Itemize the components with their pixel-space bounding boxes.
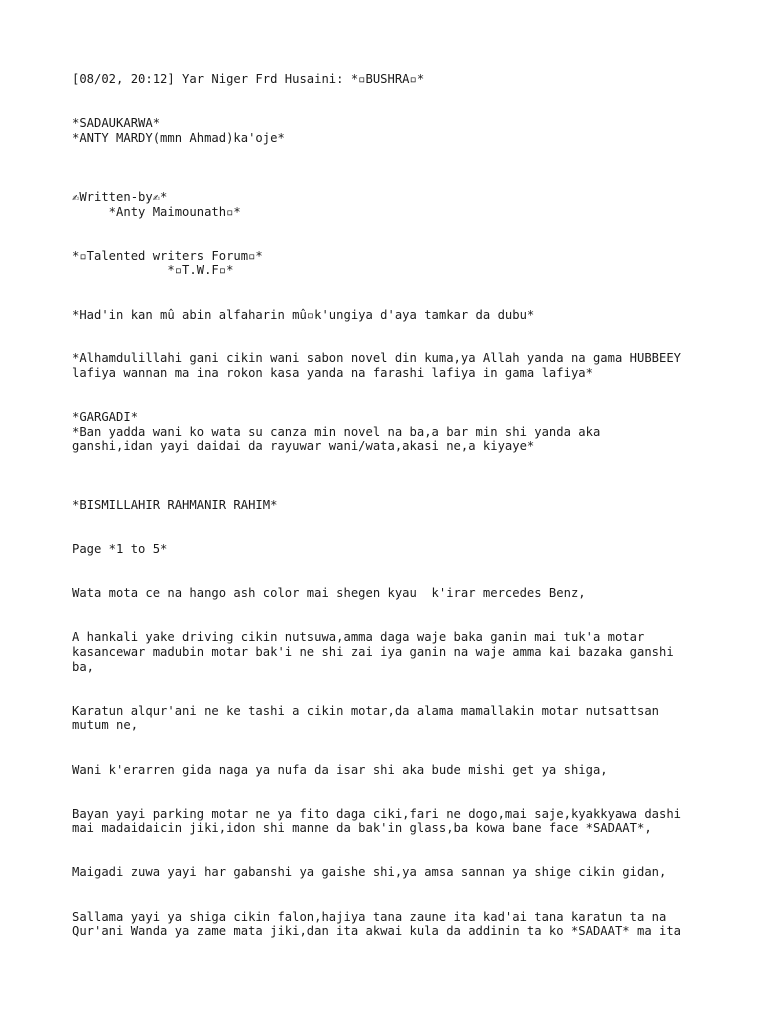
written-by-label: ✍Written-by✍* xyxy=(72,190,168,204)
bismillah-heading: *BISMILLAHIR RAHMANIR RAHIM* xyxy=(72,498,278,512)
forum-name: *▫Talented writers Forum▫* xyxy=(72,249,263,263)
story-paragraph-4: Wani k'erarren gida naga ya nufa da isar shi aka bude mishi get ya shiga, xyxy=(72,763,608,777)
intro-paragraph-line-2: lafiya wannan ma ina rokon kasa yanda na farashi lafiya in gama lafiya* xyxy=(72,366,593,380)
story-paragraph-5-line-1: Bayan yayi parking motar ne ya fito daga ciki,fari ne dogo,mai saje,kyakkyawa dashi xyxy=(72,807,682,821)
intro-paragraph-line-1: *Alhamdulillahi gani cikin wani sabon novel din kuma,ya Allah yanda na gama HUBBEEY xyxy=(72,351,682,365)
story-paragraph-7-line-2: Qur'ani Wanda ya zame mata jiki,dan ita akwai kula da addinin ta ko *SADAAT* ma ita xyxy=(72,924,682,938)
chat-header-line: [08/02, 20:12] Yar Niger Frd Husaini: *▫BUSHRA▫* xyxy=(72,72,425,86)
page-range: Page *1 to 5* xyxy=(72,542,168,556)
story-paragraph-5-line-2: mai madaidaicin jiki,idon shi manne da bak'in glass,ba kowa bane face *SADAAT*, xyxy=(72,821,652,835)
story-paragraph-3-line-1: Karatun alqur'ani ne ke tashi a cikin motar,da alama mamallakin motar nutsattsan xyxy=(72,704,659,718)
story-paragraph-2-line-3: ba, xyxy=(72,660,95,674)
dedication-heading: *SADAUKARWA* xyxy=(72,116,161,130)
dedication-name: *ANTY MARDY(mmn Ahmad)ka'oje* xyxy=(72,131,285,145)
story-paragraph-7-line-1: Sallama yayi ya shiga cikin falon,hajiya tana zaune ita kad'ai tana karatun ta na xyxy=(72,910,667,924)
story-paragraph-2-line-1: A hankali yake driving cikin nutsuwa,amma daga waje baka ganin mai tuk'a motar xyxy=(72,630,645,644)
forum-motto: *Had'in kan mû abin alfaharin mû▫k'ungiya d'aya tamkar da dubu* xyxy=(72,308,535,322)
story-paragraph-6: Maigadi zuwa yayi har gabanshi ya gaishe shi,ya amsa sannan ya shige cikin gidan, xyxy=(72,865,667,879)
forum-abbrev: *▫T.W.F▫* xyxy=(72,263,234,277)
warning-line-2: ganshi,idan yayi daidai da rayuwar wani/wata,akasi ne,a kiyaye* xyxy=(72,439,535,453)
story-paragraph-2-line-2: kasancewar madubin motar bak'i ne shi zai iya ganin na waje amma kai bazaka ganshi xyxy=(72,645,674,659)
story-paragraph-3-line-2: mutum ne, xyxy=(72,718,139,732)
warning-line-1: *Ban yadda wani ko wata su canza min novel na ba,a bar min shi yanda aka xyxy=(72,425,601,439)
story-paragraph-1: Wata mota ce na hango ash color mai shegen kyau k'irar mercedes Benz, xyxy=(72,586,586,600)
warning-heading: *GARGADI* xyxy=(72,410,139,424)
author-name: *Anty Maimounath▫* xyxy=(72,205,241,219)
